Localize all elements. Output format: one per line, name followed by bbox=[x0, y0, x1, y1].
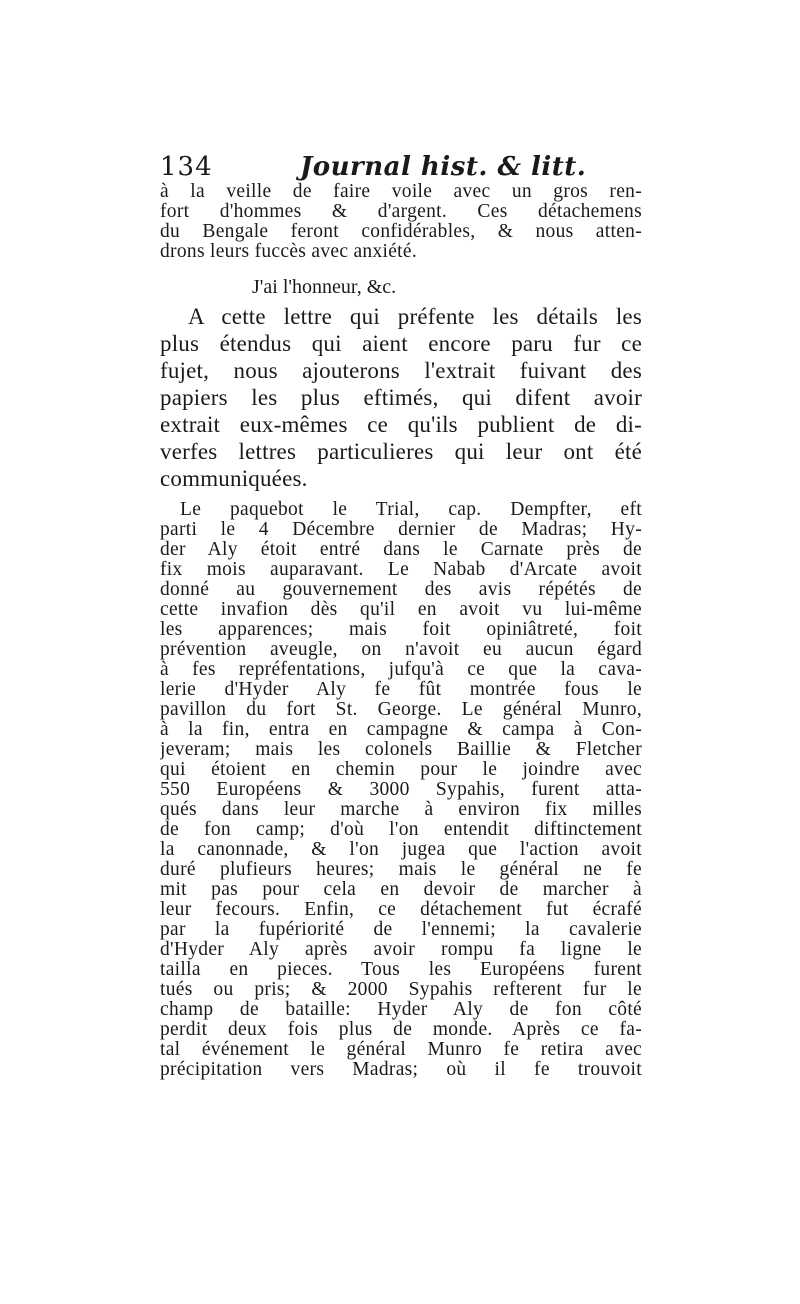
text-line: drons leurs fuccès avec anxiété. bbox=[160, 242, 418, 262]
text-line: à fes repréfentations, jufqu'à ce que la cava- bbox=[160, 660, 642, 680]
text-line: mit pas pour cela en devoir de marcher à bbox=[160, 880, 642, 900]
intro-paragraph bbox=[160, 303, 642, 492]
text-line: par la fupériorité de l'ennemi; la cavalerie bbox=[160, 920, 642, 940]
text-line: fix mois auparavant. Le Nabab d'Arcate avoit bbox=[160, 560, 642, 580]
text-line: 550 Européens & 3000 Sypahis, furent atta- bbox=[160, 780, 642, 800]
text-line: parti le 4 Décembre dernier de Madras; Hy- bbox=[160, 520, 642, 540]
text-line: prévention aveugle, on n'avoit eu aucun égard bbox=[160, 640, 642, 660]
text-line: pavillon du fort St. George. Le général Munro, bbox=[160, 700, 642, 720]
text-line: donné au gouvernement des avis répétés de bbox=[160, 580, 642, 600]
text-line: jeveram; mais les colonels Baillie & Fletcher bbox=[160, 740, 642, 760]
text-line: Le paquebot le Trial, cap. Dempfter, eft bbox=[180, 500, 642, 520]
text-line: fort d'hommes & d'argent. Ces détachemens bbox=[160, 202, 642, 222]
text-line: der Aly étoit entré dans le Carnate près de bbox=[160, 540, 642, 560]
text-line: tal événement le général Munro fe retira avec bbox=[160, 1040, 642, 1060]
text-line: qués dans leur marche à environ fix milles bbox=[160, 800, 642, 820]
text-line: duré plufieurs heures; mais le général ne fe bbox=[160, 860, 642, 880]
text-line: à la fin, entra en campagne & campa à Con- bbox=[160, 720, 642, 740]
letter-end-paragraph bbox=[160, 182, 642, 262]
text-line: tailla en pieces. Tous les Européens furent bbox=[160, 960, 642, 980]
text-line: à la veille de faire voile avec un gros ren- bbox=[160, 182, 642, 202]
text-line: qui étoient en chemin pour le joindre avec bbox=[160, 760, 642, 780]
text-line: du Bengale feront confidérables, & nous atten- bbox=[160, 222, 642, 242]
page-number: 134 bbox=[160, 152, 213, 182]
report-paragraph bbox=[160, 500, 642, 1080]
text-line: communiquées. bbox=[160, 466, 308, 491]
text-line: champ de bataille: Hyder Aly de fon côté bbox=[160, 1000, 642, 1020]
text-line: de fon camp; d'où l'on entendit diftinctement bbox=[160, 820, 642, 840]
text-line: fujet, nous ajouterons l'extrait fuivant des bbox=[160, 358, 642, 383]
text-line: A cette lettre qui préfente les détails les bbox=[188, 304, 642, 329]
text-line: tués ou pris; & 2000 Sypahis refterent fur le bbox=[160, 980, 642, 1000]
text-line: papiers les plus eftimés, qui difent avoir bbox=[160, 385, 642, 410]
text-line: cette invafion dès qu'il en avoit vu lui-même bbox=[160, 600, 642, 620]
running-title: Journal hist. & litt. bbox=[300, 152, 587, 182]
text-line: verfes lettres particulieres qui leur ont été bbox=[160, 439, 642, 464]
text-line: d'Hyder Aly après avoir rompu fa ligne le bbox=[160, 940, 642, 960]
text-line: plus étendus qui aient encore paru fur ce bbox=[160, 331, 642, 356]
letter-closing: J'ai l'honneur, &c. bbox=[252, 276, 397, 298]
text-line: la canonnade, & l'on jugea que l'action avoit bbox=[160, 840, 642, 860]
page-header bbox=[160, 150, 650, 184]
text-line: extrait eux-mêmes ce qu'ils publient de di- bbox=[160, 412, 642, 437]
text-line: lerie d'Hyder Aly fe fût montrée fous le bbox=[160, 680, 642, 700]
text-line: les apparences; mais foit opiniâtreté, foit bbox=[160, 620, 642, 640]
text-line: leur fecours. Enfin, ce détachement fut écrafé bbox=[160, 900, 642, 920]
text-line: perdit deux fois plus de monde. Après ce fa- bbox=[160, 1020, 642, 1040]
text-line: précipitation vers Madras; où il fe trouvoit bbox=[160, 1060, 642, 1080]
